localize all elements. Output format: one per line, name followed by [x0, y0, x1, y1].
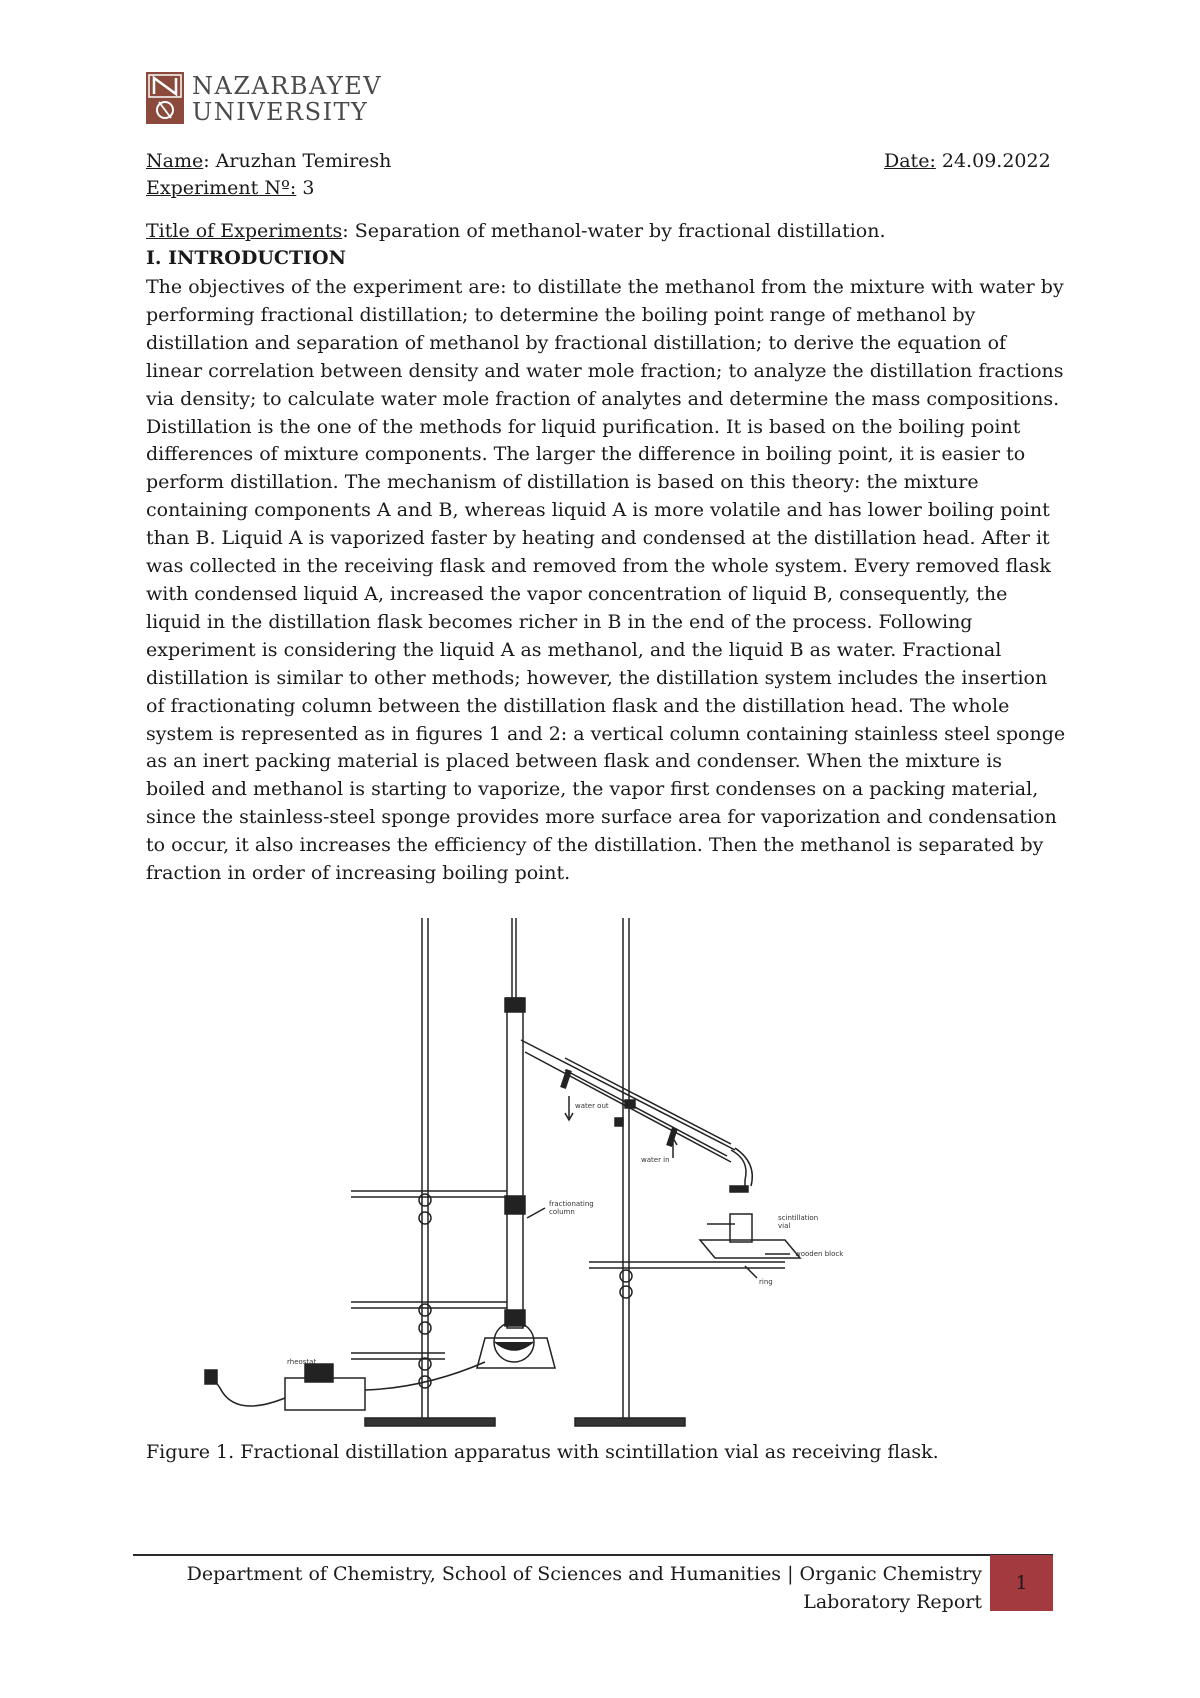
label-scintillation-1: scintillation [778, 1214, 819, 1222]
figure-caption: Figure 1. Fractional distillation apparatus with scintillation vial as receiving flask. [146, 1441, 939, 1463]
introduction-body [146, 274, 1066, 888]
title-value: : Separation of methanol-water by fractional distillation. [342, 220, 886, 242]
section-heading: I. INTRODUCTION [146, 247, 346, 269]
label-scintillation-2: vial [778, 1222, 791, 1230]
label-fractionating-2: column [549, 1208, 575, 1216]
logo-line-1: NAZARBAYEV [192, 72, 383, 100]
logo-line-2: UNIVERSITY [192, 98, 369, 126]
date-line [884, 150, 1051, 172]
university-emblem-icon [146, 72, 184, 124]
footer-line-1: Department of Chemistry, School of Sciences and Humanities | Organic Chemistry [186, 1563, 982, 1585]
university-logo [146, 72, 406, 128]
date-label: Date: [884, 150, 936, 172]
label-water-in: water in [641, 1156, 670, 1164]
footer-text [182, 1560, 982, 1616]
name-label: Name [146, 150, 204, 172]
experiment-label: Experiment Nº: [146, 177, 297, 199]
title-line [146, 220, 886, 242]
date-value: 24.09.2022 [935, 150, 1051, 172]
experiment-line [146, 177, 314, 199]
label-water-out: water out [575, 1102, 609, 1110]
label-wooden-block: wooden block [795, 1250, 844, 1258]
page-number: 1 [990, 1555, 1053, 1611]
distillation-apparatus-figure [145, 918, 860, 1438]
paragraph-objectives: The objectives of the experiment are: to distillate the methanol from the mixture with water by performing fractional distillation; to determine the boiling point range of methanol by distillation and separation of methanol by fractional distillation; to derive the equation of linear correlation between density and water mole fraction; to analyze the distillation fractions via density; to calculate water mole fraction of analytes and determine the mass compositions. [146, 276, 1064, 410]
name-value: : Aruzhan Temiresh [203, 150, 392, 172]
footer-line-2: Laboratory Report [803, 1591, 982, 1613]
footer-divider [133, 1554, 1053, 1556]
label-rheostat: rheostat [287, 1358, 317, 1366]
label-fractionating-1: fractionating [549, 1200, 594, 1208]
name-line [146, 150, 391, 172]
paragraph-distillation: Distillation is the one of the methods for liquid purification. It is based on the boiling point differences of mixture components. The larger the difference in boiling point, it is easier to perform distillation. The mechanism of distillation is based on this theory: the mixture containing components A and B, whereas liquid A is more volatile and has lower boiling point than B. Liquid A is vaporized faster by heating and condensed at the distillation head. After it was collected in the receiving flask and removed from the whole system. Every removed flask with condensed liquid A, increased the vapor concentration of liquid B, consequently, the liquid in the distillation flask becomes richer in B in the end of the process. Following experiment is considering the liquid A as methanol, and the liquid B as water. Fractional distillation is similar to other methods; however, the distillation system includes the insertion of fractionating column between the distillation flask and the distillation head. The whole system is represented as in figures 1 and 2: a vertical column containing stainless steel sponge as an inert packing material is placed between flask and condenser. When the mixture is boiled and methanol is starting to vaporize, the vapor first condenses on a packing material, since the stainless-steel sponge provides more surface area for vaporization and condensation to occur, it also increases the efficiency of the distillation. Then the methanol is separated by fraction in order of increasing boiling point. [146, 415, 1066, 885]
title-label: Title of Experiments [146, 220, 343, 242]
label-ring: ring [759, 1278, 773, 1286]
experiment-value: 3 [296, 177, 315, 199]
